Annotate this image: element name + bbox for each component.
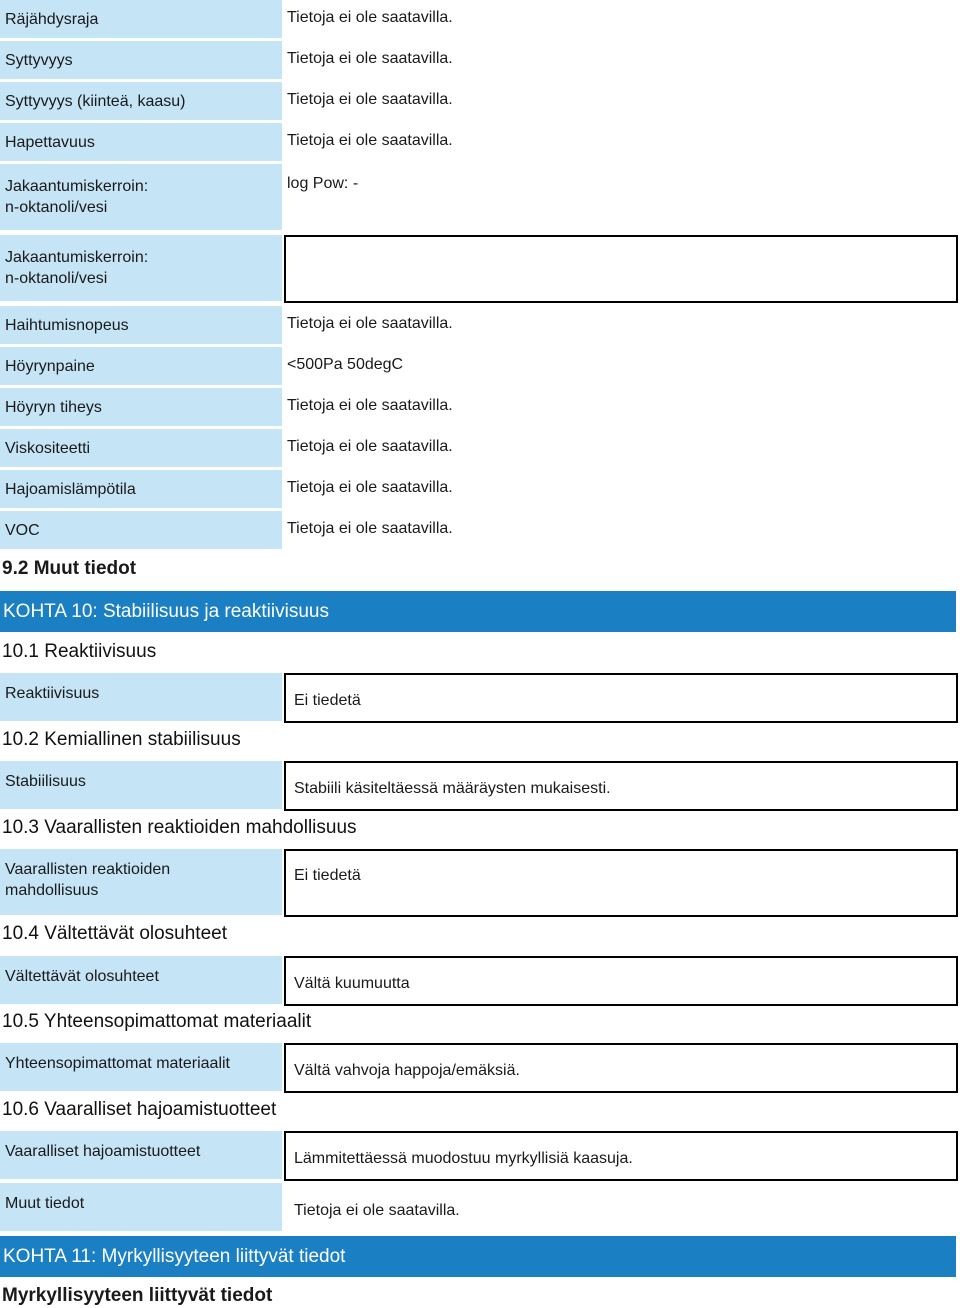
field-value-box: Vältä kuumuutta bbox=[284, 956, 958, 1006]
subsection-heading: 10.2 Kemiallinen stabiilisuus bbox=[2, 729, 241, 750]
property-value: Tietoja ei ole saatavilla. bbox=[287, 90, 453, 108]
property-label: Jakaantumiskerroin: n-oktanoli/vesi bbox=[0, 235, 282, 301]
field-value-box: Ei tiedetä bbox=[284, 673, 958, 723]
property-value: Tietoja ei ole saatavilla. bbox=[287, 437, 453, 455]
property-value: Tietoja ei ole saatavilla. bbox=[287, 396, 453, 414]
field-label: Vältettävät olosuhteet bbox=[0, 956, 282, 1004]
field-label: Vaarallisten reaktioiden mahdollisuus bbox=[0, 849, 282, 915]
property-value: Tietoja ei ole saatavilla. bbox=[287, 478, 453, 496]
section-banner: KOHTA 10: Stabiilisuus ja reaktiivisuus bbox=[0, 591, 956, 632]
property-label: Höyryn tiheys bbox=[0, 388, 282, 426]
field-label: Reaktiivisuus bbox=[0, 673, 282, 721]
property-value: Tietoja ei ole saatavilla. bbox=[287, 131, 453, 149]
field-value-box: Vältä vahvoja happoja/emäksiä. bbox=[284, 1043, 958, 1093]
subsection-heading: 10.1 Reaktiivisuus bbox=[2, 641, 157, 662]
field-value-box: Lämmitettäessä muodostuu myrkyllisiä kaasuja. bbox=[284, 1131, 958, 1181]
field-label: Muut tiedot bbox=[0, 1183, 282, 1231]
property-label: Syttyvyys (kiinteä, kaasu) bbox=[0, 82, 282, 120]
property-value: <500Pa 50degC bbox=[287, 355, 404, 373]
property-value: Tietoja ei ole saatavilla. bbox=[287, 8, 453, 26]
property-label: Höyrynpaine bbox=[0, 347, 282, 385]
field-label: Stabiilisuus bbox=[0, 761, 282, 809]
field-label: Yhteensopimattomat materiaalit bbox=[0, 1043, 282, 1091]
subsection-heading: Myrkyllisyyteen liittyvät tiedot bbox=[2, 1285, 273, 1306]
property-label: VOC bbox=[0, 511, 282, 549]
property-label: Viskositeetti bbox=[0, 429, 282, 467]
property-label: Syttyvyys bbox=[0, 41, 282, 79]
subsection-heading: 9.2 Muut tiedot bbox=[2, 558, 137, 579]
property-label: Hajoamislämpötila bbox=[0, 470, 282, 508]
subsection-heading: 10.5 Yhteensopimattomat materiaalit bbox=[2, 1011, 312, 1032]
field-value-box: Stabiili käsiteltäessä määräysten mukaisesti. bbox=[284, 761, 958, 811]
subsection-heading: 10.3 Vaarallisten reaktioiden mahdollisuus bbox=[2, 817, 357, 838]
property-value: Tietoja ei ole saatavilla. bbox=[287, 314, 453, 332]
subsection-heading: 10.6 Vaaralliset hajoamistuotteet bbox=[2, 1099, 277, 1120]
section-banner: KOHTA 11: Myrkyllisyyteen liittyvät tiedot bbox=[0, 1236, 956, 1277]
property-label: Hapettavuus bbox=[0, 123, 282, 161]
property-value-box bbox=[284, 235, 958, 303]
property-label: Jakaantumiskerroin: n-oktanoli/vesi bbox=[0, 164, 282, 230]
field-label: Vaaralliset hajoamistuotteet bbox=[0, 1131, 282, 1179]
property-value: log Pow: - bbox=[287, 174, 359, 192]
property-label: Räjähdysraja bbox=[0, 0, 282, 38]
field-value-box: Ei tiedetä bbox=[284, 849, 958, 917]
property-value: Tietoja ei ole saatavilla. bbox=[287, 519, 453, 537]
property-value: Tietoja ei ole saatavilla. bbox=[287, 49, 453, 67]
subsection-heading: 10.4 Vältettävät olosuhteet bbox=[2, 923, 227, 944]
field-value: Tietoja ei ole saatavilla. bbox=[294, 1202, 460, 1219]
property-label: Haihtumisnopeus bbox=[0, 306, 282, 344]
